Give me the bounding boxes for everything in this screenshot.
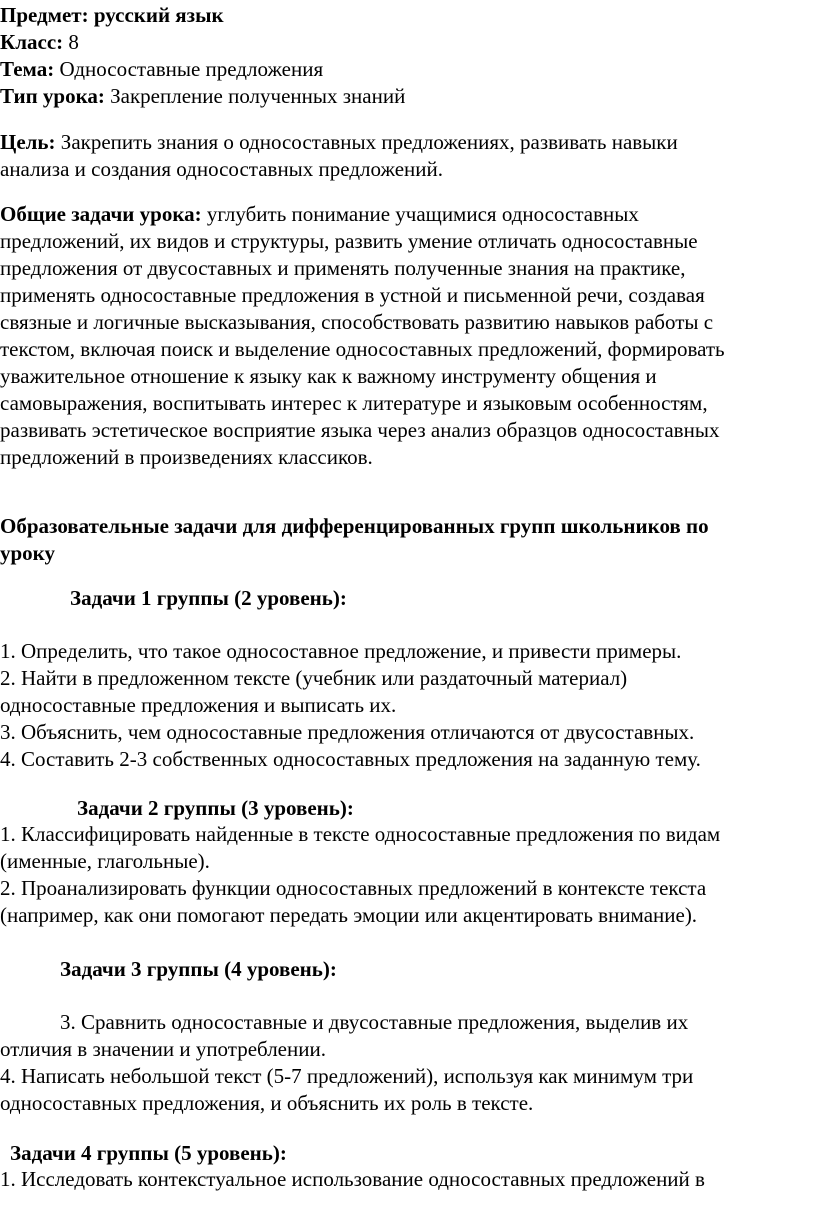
lesson-type-value: Закрепление полученных знаний — [104, 84, 406, 108]
differentiated-heading-line: Образовательные задачи для дифференцированных групп школьников по — [0, 514, 709, 538]
lesson-header — [0, 2, 800, 110]
general-tasks-line: предложений, их видов и структуры, развить умение отличать односоставные — [0, 229, 698, 253]
group1-task-line: односоставные предложения и выписать их. — [0, 693, 397, 717]
group1-task-line: 3. Объяснить, чем односоставные предложения отличаются от двусоставных. — [0, 720, 695, 744]
differentiated-heading — [0, 513, 800, 567]
general-tasks-line: связные и логичные высказывания, способствовать развитию навыков работы с — [0, 310, 714, 334]
goal-line-2: анализа и создания односоставных предложений. — [0, 157, 443, 181]
group2-task-line: (именные, глагольные). — [0, 849, 210, 873]
topic-line — [0, 56, 800, 83]
differentiated-heading-line: уроку — [0, 541, 55, 565]
lesson-type-label: Тип урока: — [0, 84, 105, 108]
subject-line: Предмет: русский язык — [0, 3, 224, 27]
general-tasks-line: предложений в произведениях классиков. — [0, 445, 373, 469]
topic-value: Односоставные предложения — [54, 57, 324, 81]
topic-label: Тема: — [0, 57, 55, 81]
general-tasks-line: текстом, включая поиск и выделение односоставных предложений, формировать — [0, 337, 725, 361]
group3-task-line: отличия в значении и употреблении. — [0, 1037, 326, 1061]
group1-task-line: 2. Найти в предложенном тексте (учебник или раздаточный материал) — [0, 666, 628, 690]
group2-tasks — [0, 821, 800, 929]
general-tasks-line: самовыражения, воспитывать интерес к литературе и языковым особенностям, — [0, 391, 708, 415]
group3-task-line: 3. Сравнить односоставные и двусоставные предложения, выделив их — [60, 1010, 689, 1034]
group3-heading: Задачи 3 группы (4 уровень): — [60, 957, 337, 981]
class-line — [0, 29, 800, 56]
general-tasks-paragraph — [0, 201, 800, 471]
general-tasks-line-1 — [0, 201, 800, 228]
lesson-type-line — [0, 83, 800, 110]
goal-paragraph — [0, 129, 800, 183]
group1-task-line: 1. Определить, что такое односоставное предложение, и привести примеры. — [0, 639, 682, 663]
general-tasks-line: применять односоставные предложения в устной и письменной речи, создавая — [0, 283, 705, 307]
group2-heading: Задачи 2 группы (3 уровень): — [77, 796, 354, 820]
general-tasks-line: уважительное отношение к языку как к важному инструменту общения и — [0, 364, 657, 388]
group1-task-line: 4. Составить 2-3 собственных односоставных предложения на заданную тему. — [0, 747, 701, 771]
general-tasks-line: развивать эстетическое восприятие языка через анализ образцов односоставных — [0, 418, 720, 442]
group2-task-line: 1. Классифицировать найденные в тексте односоставные предложения по видам — [0, 822, 721, 846]
class-label: Класс: — [0, 30, 64, 54]
group2-task-line: (например, как они помогают передать эмоции или акцентировать внимание). — [0, 903, 698, 927]
general-tasks-text: углубить понимание учащимися односоставных — [201, 202, 639, 226]
group1-heading: Задачи 1 группы (2 уровень): — [70, 586, 347, 610]
group1-tasks — [0, 638, 800, 773]
goal-line-1 — [0, 129, 800, 156]
group3-task-line: односоставных предложения, и объяснить их роль в тексте. — [0, 1091, 534, 1115]
group4-task-line: 1. Исследовать контекстуальное использование односоставных предложений в — [0, 1167, 705, 1191]
class-value: 8 — [63, 30, 79, 54]
group4-tasks — [0, 1166, 800, 1193]
group4-heading: Задачи 4 группы (5 уровень): — [10, 1141, 287, 1165]
general-tasks-line: предложения от двусоставных и применять полученные знания на практике, — [0, 256, 686, 280]
general-tasks-label: Общие задачи урока: — [0, 202, 202, 226]
group3-tasks — [0, 1009, 800, 1117]
group2-task-line: 2. Проанализировать функции односоставных предложений в контексте текста — [0, 876, 707, 900]
goal-text: Закрепить знания о односоставных предложениях, развивать навыки — [55, 130, 678, 154]
goal-label: Цель: — [0, 130, 56, 154]
group3-task-line: 4. Написать небольшой текст (5-7 предложений), используя как минимум три — [0, 1064, 694, 1088]
